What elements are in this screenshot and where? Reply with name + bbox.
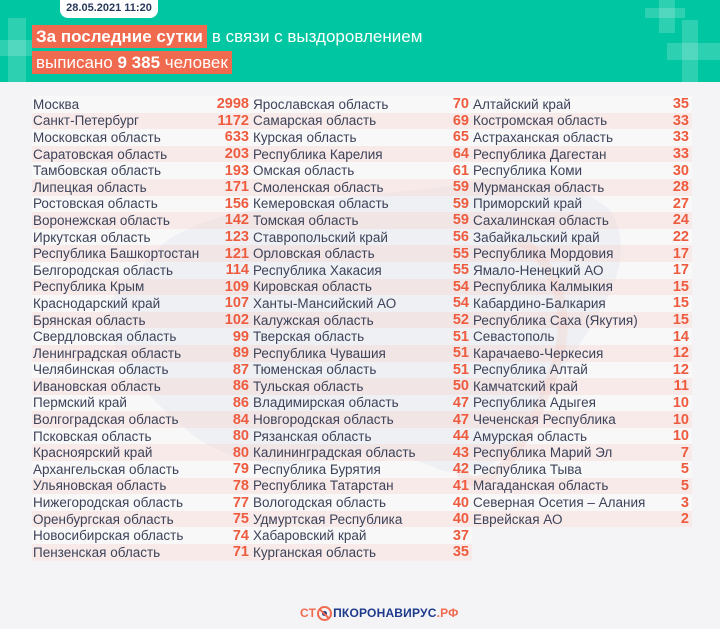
table-row (252, 179, 472, 196)
recovered-count: 89 (232, 345, 249, 362)
region-name: Забайкальский край (473, 229, 600, 245)
table-row (472, 362, 692, 379)
region-name: Орловская область (253, 246, 375, 262)
region-name: Новосибирская область (33, 528, 184, 544)
table-row (252, 279, 472, 296)
table-row (252, 511, 472, 528)
subtitle-suffix: человек (164, 53, 228, 72)
table-row (252, 162, 472, 179)
table-row (472, 312, 692, 329)
region-name: Свердловская область (33, 329, 177, 345)
region-name: Удмуртская Республика (253, 511, 403, 527)
header-banner (0, 0, 720, 82)
region-name: Республика Адыгея (473, 395, 596, 411)
table-row (472, 478, 692, 495)
recovered-count: 55 (452, 262, 469, 279)
region-name: Владимирская область (253, 395, 399, 411)
table-row (32, 229, 252, 246)
table-row (252, 395, 472, 412)
table-row (472, 295, 692, 312)
table-row (472, 511, 692, 528)
recovered-count: 42 (452, 461, 469, 478)
recovered-count: 14 (672, 328, 689, 345)
recovered-count: 71 (232, 544, 249, 561)
table-row (32, 179, 252, 196)
plus-decoration-icon (0, 40, 32, 56)
recovered-count: 84 (232, 411, 249, 428)
table-row (252, 411, 472, 428)
table-row (252, 312, 472, 329)
recovered-count: 15 (672, 278, 689, 295)
region-name: Республика Татарстан (253, 478, 394, 494)
recovered-count: 74 (232, 527, 249, 544)
column-1 (32, 96, 252, 561)
region-name: Курганская область (253, 544, 377, 560)
region-name: Республика Хакасия (253, 262, 382, 278)
date-badge: 28.05.2021 11:20 (60, 0, 158, 18)
recovered-count: 7 (680, 444, 689, 461)
recovered-count: 52 (452, 312, 469, 329)
recovered-count: 55 (452, 245, 469, 262)
recovered-count: 102 (224, 312, 249, 329)
recovered-count: 43 (452, 444, 469, 461)
table-row (252, 428, 472, 445)
recovered-count: 47 (452, 411, 469, 428)
table-row (32, 428, 252, 445)
region-name: Архангельская область (33, 461, 180, 477)
recovered-count: 33 (672, 146, 689, 163)
recovered-count: 2 (680, 511, 689, 528)
table-row (32, 146, 252, 163)
recovered-count: 50 (452, 378, 469, 395)
recovered-count: 10 (672, 428, 689, 445)
recovered-count: 10 (672, 394, 689, 411)
region-name: Ростовская область (33, 196, 158, 212)
column-2 (252, 96, 472, 561)
column-3 (472, 96, 692, 527)
recovered-count: 203 (224, 146, 249, 163)
table-row (32, 312, 252, 329)
region-name: Пензенская область (33, 544, 161, 560)
recovered-count: 86 (232, 394, 249, 411)
region-name: Томская область (253, 212, 359, 228)
region-name: Новгородская область (253, 412, 394, 428)
table-row (472, 428, 692, 445)
table-row (32, 212, 252, 229)
region-name: Иркутская область (33, 229, 151, 245)
region-name: Ивановская область (33, 378, 161, 394)
recovered-count: 1172 (217, 112, 249, 129)
region-name: Хабаровский край (253, 528, 367, 544)
region-name: Калининградская область (253, 445, 416, 461)
region-name: Челябинская область (33, 362, 169, 378)
table-row (32, 411, 252, 428)
region-name: Ярославская область (253, 96, 389, 112)
region-name: Брянская область (33, 312, 146, 328)
recovered-count: 54 (452, 295, 469, 312)
table-row (252, 444, 472, 461)
title-highlight-text: За последние сутки (36, 27, 203, 46)
recovered-count: 107 (224, 295, 249, 312)
region-name: Красноярский край (33, 445, 153, 461)
recovered-count: 15 (672, 312, 689, 329)
recovered-count: 75 (232, 511, 249, 528)
table-row (472, 345, 692, 362)
table-row (252, 378, 472, 395)
table-row (252, 362, 472, 379)
region-name: Сахалинская область (473, 212, 609, 228)
recovered-count: 78 (232, 477, 249, 494)
table-row (252, 245, 472, 262)
region-name: Республика Алтай (473, 362, 588, 378)
recovered-count: 17 (672, 245, 689, 262)
table-row (32, 362, 252, 379)
region-name: Еврейская АО (473, 511, 563, 527)
recovered-count: 79 (232, 461, 249, 478)
region-name: Санкт-Петербург (33, 113, 139, 129)
region-name: Ленинградская область (33, 345, 182, 361)
stop-virus-icon (317, 606, 332, 621)
recovered-count: 59 (452, 195, 469, 212)
recovered-count: 70 (452, 96, 469, 113)
region-name: Карачаево-Черкесия (473, 345, 604, 361)
region-name: Тульская область (253, 378, 364, 394)
recovered-count: 59 (452, 179, 469, 196)
table-row (32, 478, 252, 495)
region-name: Москва (33, 96, 80, 112)
stopcoronavirus-logo (300, 604, 459, 622)
recovered-count: 123 (224, 229, 249, 246)
table-row (32, 378, 252, 395)
region-name: Камчатский край (473, 378, 578, 394)
region-name: Липецкая область (33, 179, 147, 195)
table-row (472, 129, 692, 146)
recovered-count: 12 (672, 345, 689, 362)
region-name: Вологодская область (253, 495, 386, 511)
region-name: Республика Марий Эл (473, 445, 613, 461)
region-name: Приморский край (473, 196, 583, 212)
recovered-count: 11 (673, 378, 689, 395)
table-row (252, 295, 472, 312)
table-row (252, 544, 472, 561)
region-name: Республика Башкортостан (33, 246, 200, 262)
recovered-count: 64 (452, 146, 469, 163)
region-name: Костромская область (473, 113, 608, 129)
recovered-count: 41 (452, 477, 469, 494)
recovered-count: 109 (224, 278, 249, 295)
region-name: Воронежская область (33, 212, 170, 228)
region-name: Тюменская область (253, 362, 377, 378)
recovered-count: 59 (452, 212, 469, 229)
table-row (32, 162, 252, 179)
recovered-count: 2998 (216, 96, 249, 113)
region-name: Курская область (253, 129, 357, 145)
recovered-count: 142 (224, 212, 249, 229)
table-row (472, 96, 692, 113)
subtitle-highlight (32, 51, 232, 74)
region-name: Смоленская область (253, 179, 384, 195)
recovered-count: 24 (672, 212, 689, 229)
table-row (252, 196, 472, 213)
plus-decoration-icon (645, 8, 685, 18)
region-name: Тамбовская область (33, 163, 162, 179)
table-row (32, 527, 252, 544)
recovered-count: 80 (232, 428, 249, 445)
recovered-count: 47 (452, 394, 469, 411)
region-name: Республика Бурятия (253, 461, 381, 477)
recovered-count: 33 (672, 129, 689, 146)
table-row (472, 328, 692, 345)
region-name: Алтайский край (473, 96, 571, 112)
table-row (32, 511, 252, 528)
title-rest: в связи с выздоровлением (211, 26, 423, 46)
region-name: Рязанская область (253, 428, 372, 444)
recovered-count: 156 (224, 195, 249, 212)
recovered-count: 54 (452, 278, 469, 295)
table-row (252, 527, 472, 544)
table-row (472, 461, 692, 478)
table-row (472, 113, 692, 130)
region-name: Ямало-Ненецкий АО (473, 262, 604, 278)
table-row (32, 245, 252, 262)
region-name: Чеченская Республика (473, 412, 616, 428)
table-row (472, 444, 692, 461)
recovered-count: 30 (672, 162, 689, 179)
region-name: Ульяновская область (33, 478, 167, 494)
region-name: Астраханская область (473, 129, 614, 145)
region-name: Кировская область (253, 279, 372, 295)
table-row (32, 113, 252, 130)
table-row (32, 196, 252, 213)
region-name: Белгородская область (33, 262, 174, 278)
table-row (472, 196, 692, 213)
table-row (252, 494, 472, 511)
table-row (32, 544, 252, 561)
table-row (252, 478, 472, 495)
table-row (32, 395, 252, 412)
region-name: Мурманская область (473, 179, 605, 195)
table-row (32, 279, 252, 296)
recovered-count: 114 (225, 262, 249, 279)
region-name: Ставропольский край (253, 229, 388, 245)
region-name: Волгоградская область (33, 412, 179, 428)
recovered-count: 80 (232, 444, 249, 461)
region-name: Кемеровская область (253, 196, 389, 212)
recovered-count: 37 (452, 527, 469, 544)
region-name: Омская область (253, 163, 355, 179)
region-name: Краснодарский край (33, 295, 161, 311)
table-row (32, 444, 252, 461)
region-name: Республика Крым (33, 279, 145, 295)
region-name: Республика Чувашия (253, 345, 386, 361)
title-line (32, 25, 422, 48)
table-row (32, 345, 252, 362)
recovered-count: 193 (224, 162, 249, 179)
recovered-count: 99 (232, 328, 249, 345)
table-row (32, 461, 252, 478)
table-row (32, 295, 252, 312)
region-name: Оренбургская область (33, 511, 174, 527)
table-row (252, 212, 472, 229)
region-name: Республика Коми (473, 163, 583, 179)
table-row (252, 328, 472, 345)
region-name: Республика Саха (Якутия) (473, 312, 638, 328)
recovered-count: 12 (672, 361, 689, 378)
region-name: Севастополь (473, 329, 555, 345)
recovered-count: 69 (452, 112, 469, 129)
recovered-count: 22 (672, 229, 689, 246)
subtitle-prefix: выписано (36, 53, 113, 72)
recovered-count: 51 (452, 345, 469, 362)
recovered-count: 86 (232, 378, 249, 395)
recovered-count: 27 (672, 195, 689, 212)
table-row (472, 494, 692, 511)
table-row (472, 279, 692, 296)
recovered-count: 87 (232, 361, 249, 378)
table-row (472, 146, 692, 163)
table-row (252, 96, 472, 113)
table-row (472, 378, 692, 395)
table-row (32, 328, 252, 345)
recovered-count: 5 (680, 477, 689, 494)
region-name: Московская область (33, 129, 161, 145)
region-name: Саратовская область (33, 146, 168, 162)
recovered-count: 121 (224, 245, 249, 262)
table-row (472, 395, 692, 412)
region-name: Республика Дагестан (473, 146, 607, 162)
table-row (32, 129, 252, 146)
recovered-count: 40 (452, 494, 469, 511)
table-row (472, 245, 692, 262)
recovered-count: 61 (452, 162, 469, 179)
recovered-count: 35 (452, 544, 469, 561)
table-row (32, 494, 252, 511)
region-name: Пермский край (33, 395, 127, 411)
subtitle-line (32, 51, 232, 74)
recovered-count: 77 (232, 494, 249, 511)
table-row (252, 229, 472, 246)
recovered-count: 5 (680, 461, 689, 478)
recovered-count: 40 (452, 511, 469, 528)
recovered-count: 15 (672, 295, 689, 312)
recovered-count: 3 (680, 494, 689, 511)
table-row (252, 262, 472, 279)
table-row (252, 345, 472, 362)
recovered-count: 51 (452, 361, 469, 378)
table-row (32, 262, 252, 279)
region-name: Ханты-Мансийский АО (253, 295, 397, 311)
logo-text-coronavirus: ПКОРОНАВИРУС (333, 606, 437, 620)
table-row (252, 146, 472, 163)
recovered-count: 65 (452, 129, 469, 146)
recovered-count: 171 (224, 179, 249, 196)
table-row (472, 212, 692, 229)
logo-text-st: СТ (300, 606, 317, 620)
table-row (472, 229, 692, 246)
region-name: Самарская область (253, 113, 377, 129)
table-row (252, 461, 472, 478)
table-row (472, 262, 692, 279)
recovered-count: 28 (672, 179, 689, 196)
region-name: Республика Карелия (253, 146, 383, 162)
region-name: Республика Мордовия (473, 246, 614, 262)
region-name: Северная Осетия – Алания (473, 495, 646, 511)
region-name: Псковская область (33, 428, 152, 444)
region-name: Амурская область (473, 428, 588, 444)
region-name: Калужская область (253, 312, 374, 328)
recovered-count: 10 (672, 411, 689, 428)
table-row (252, 113, 472, 130)
recovered-count: 35 (672, 96, 689, 113)
table-row (252, 129, 472, 146)
recovered-count: 44 (452, 428, 469, 445)
region-name: Республика Тыва (473, 461, 582, 477)
logo-text-rf: .РФ (436, 606, 459, 620)
total-recovered: 9 385 (117, 53, 161, 72)
table-row (472, 162, 692, 179)
plus-decoration-icon (667, 43, 720, 60)
table-row (472, 179, 692, 196)
recovered-count: 51 (452, 328, 469, 345)
recovered-count: 33 (672, 112, 689, 129)
recovered-count: 17 (672, 262, 689, 279)
region-name: Тверская область (253, 329, 365, 345)
region-name: Магаданская область (473, 478, 609, 494)
title-highlight (32, 25, 207, 48)
recovered-count: 56 (452, 229, 469, 246)
region-name: Кабардино-Балкария (473, 295, 606, 311)
recovered-count: 633 (224, 129, 249, 146)
region-name: Нижегородская область (33, 495, 184, 511)
table-row (472, 411, 692, 428)
table-row (32, 96, 252, 113)
region-name: Республика Калмыкия (473, 279, 613, 295)
